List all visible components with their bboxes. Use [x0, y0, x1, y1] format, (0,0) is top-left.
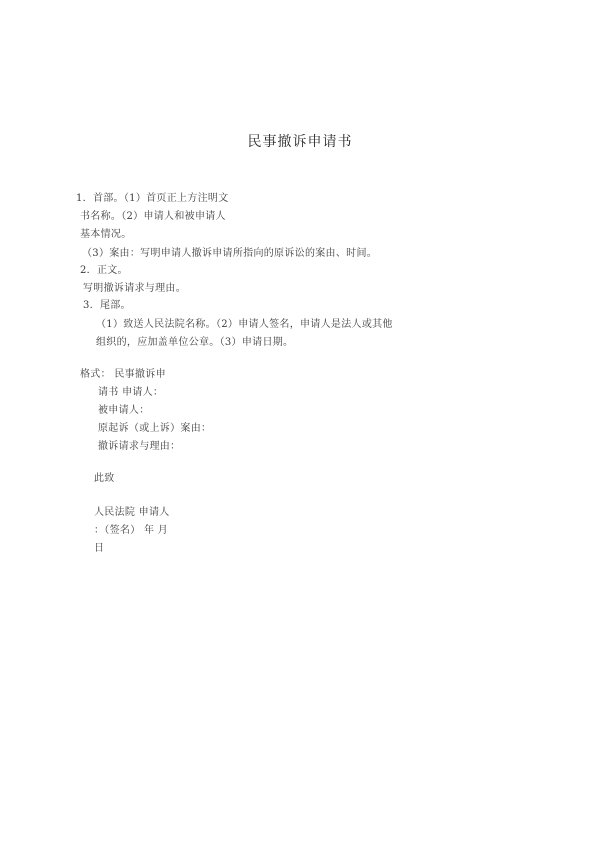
text-line: 日 — [94, 543, 105, 554]
text-line: 基本情况。 — [80, 229, 132, 240]
text-line: 写明撤诉请求与理由。 — [83, 283, 186, 294]
text-line: 2．正文。 — [80, 265, 128, 276]
text-line: 请书 申请人： — [98, 387, 164, 398]
document-title: 民事撤诉申请书 — [247, 134, 353, 150]
text-line: 被申请人： — [98, 405, 150, 416]
text-line: （3）案由：写明申请人撤诉申请所指向的原诉讼的案由、时间。 — [82, 248, 378, 259]
text-line: ：（签名） 年 月 — [94, 525, 169, 536]
text-line: 格式： 民事撤诉申 — [80, 369, 166, 380]
text-line: 3．尾部。 — [83, 300, 131, 311]
text-line: 组织的，应加盖单位公章。（3）申请日期。 — [96, 337, 294, 348]
text-line: 撤诉请求与理由： — [98, 441, 181, 452]
text-line: （1）致送人民法院名称。（2）申请人签名，申请人是法人或其他 — [96, 319, 393, 330]
text-line: 书名称。（2）申请人和被申请人 — [80, 211, 226, 222]
text-line: 人民法院 申请人 — [94, 507, 170, 518]
text-line: 1．首部。（1）首页正上方注明文 — [76, 193, 229, 204]
text-line: 此致 — [94, 473, 115, 484]
text-line: 原起诉（或上诉）案由： — [98, 423, 212, 434]
